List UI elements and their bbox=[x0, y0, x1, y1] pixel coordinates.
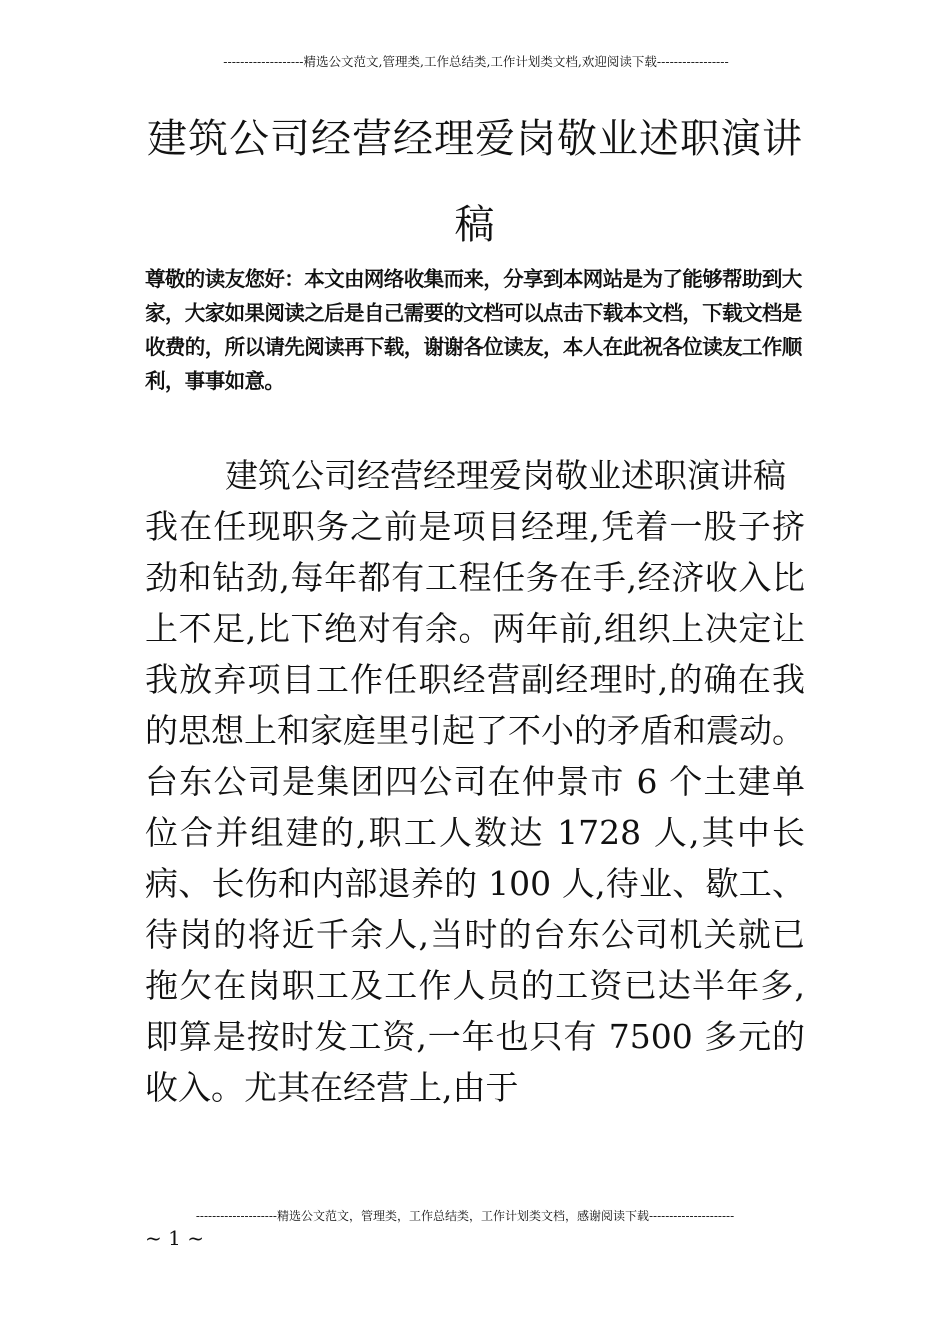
reader-notice: 尊敬的读友您好：本文由网络收集而来，分享到本网站是为了能够帮助到大家，大家如果阅读之后是自己需要的文档可以点击下载本文档，下载文档是收费的，所以请先阅读再下载，谢谢各位读友，本人在此祝各位读友工作顺利，事事如意。 bbox=[145, 267, 802, 393]
document-body bbox=[145, 450, 805, 1113]
footer-banner: --------------------精选公文范文，管理类，工作总结类，工作计划类文档，感谢阅读下载--------------------- bbox=[195, 1209, 735, 1223]
body-subtitle: 建筑公司经营经理爱岗敬业述职演讲稿 bbox=[225, 456, 786, 495]
body-paragraph: 我在任现职务之前是项目经理,凭着一股子挤劲和钻劲,每年都有工程任务在手,经济收入比上不足,比下绝对有余。两年前,组织上决定让我放弃项目工作任职经营副经理时,的确在我的思想上和家庭里引起了不小的矛盾和震动。台东公司是集团四公司在仲景市 6 个土建单位合并组建的,职工人数达 1728 人,其中长病、长伤和内部退养的 100 人,待业、歇工、待岗的将近千余人,当时的台东公司机关就已拖欠在岗职工及工作人员的工资已达半年多,即算是按时发工资,一年也只有 7500 多元的收入。尤其在经营上,由于 bbox=[145, 507, 805, 1107]
header-banner: -------------------精选公文范文,管理类,工作总结类,工作计划类文档,欢迎阅读下载----------------- bbox=[223, 54, 729, 69]
document-title: 建筑公司经营经理爱岗敬业述职演讲稿 bbox=[147, 116, 803, 248]
page-number: ~ 1 ~ bbox=[145, 1226, 204, 1250]
